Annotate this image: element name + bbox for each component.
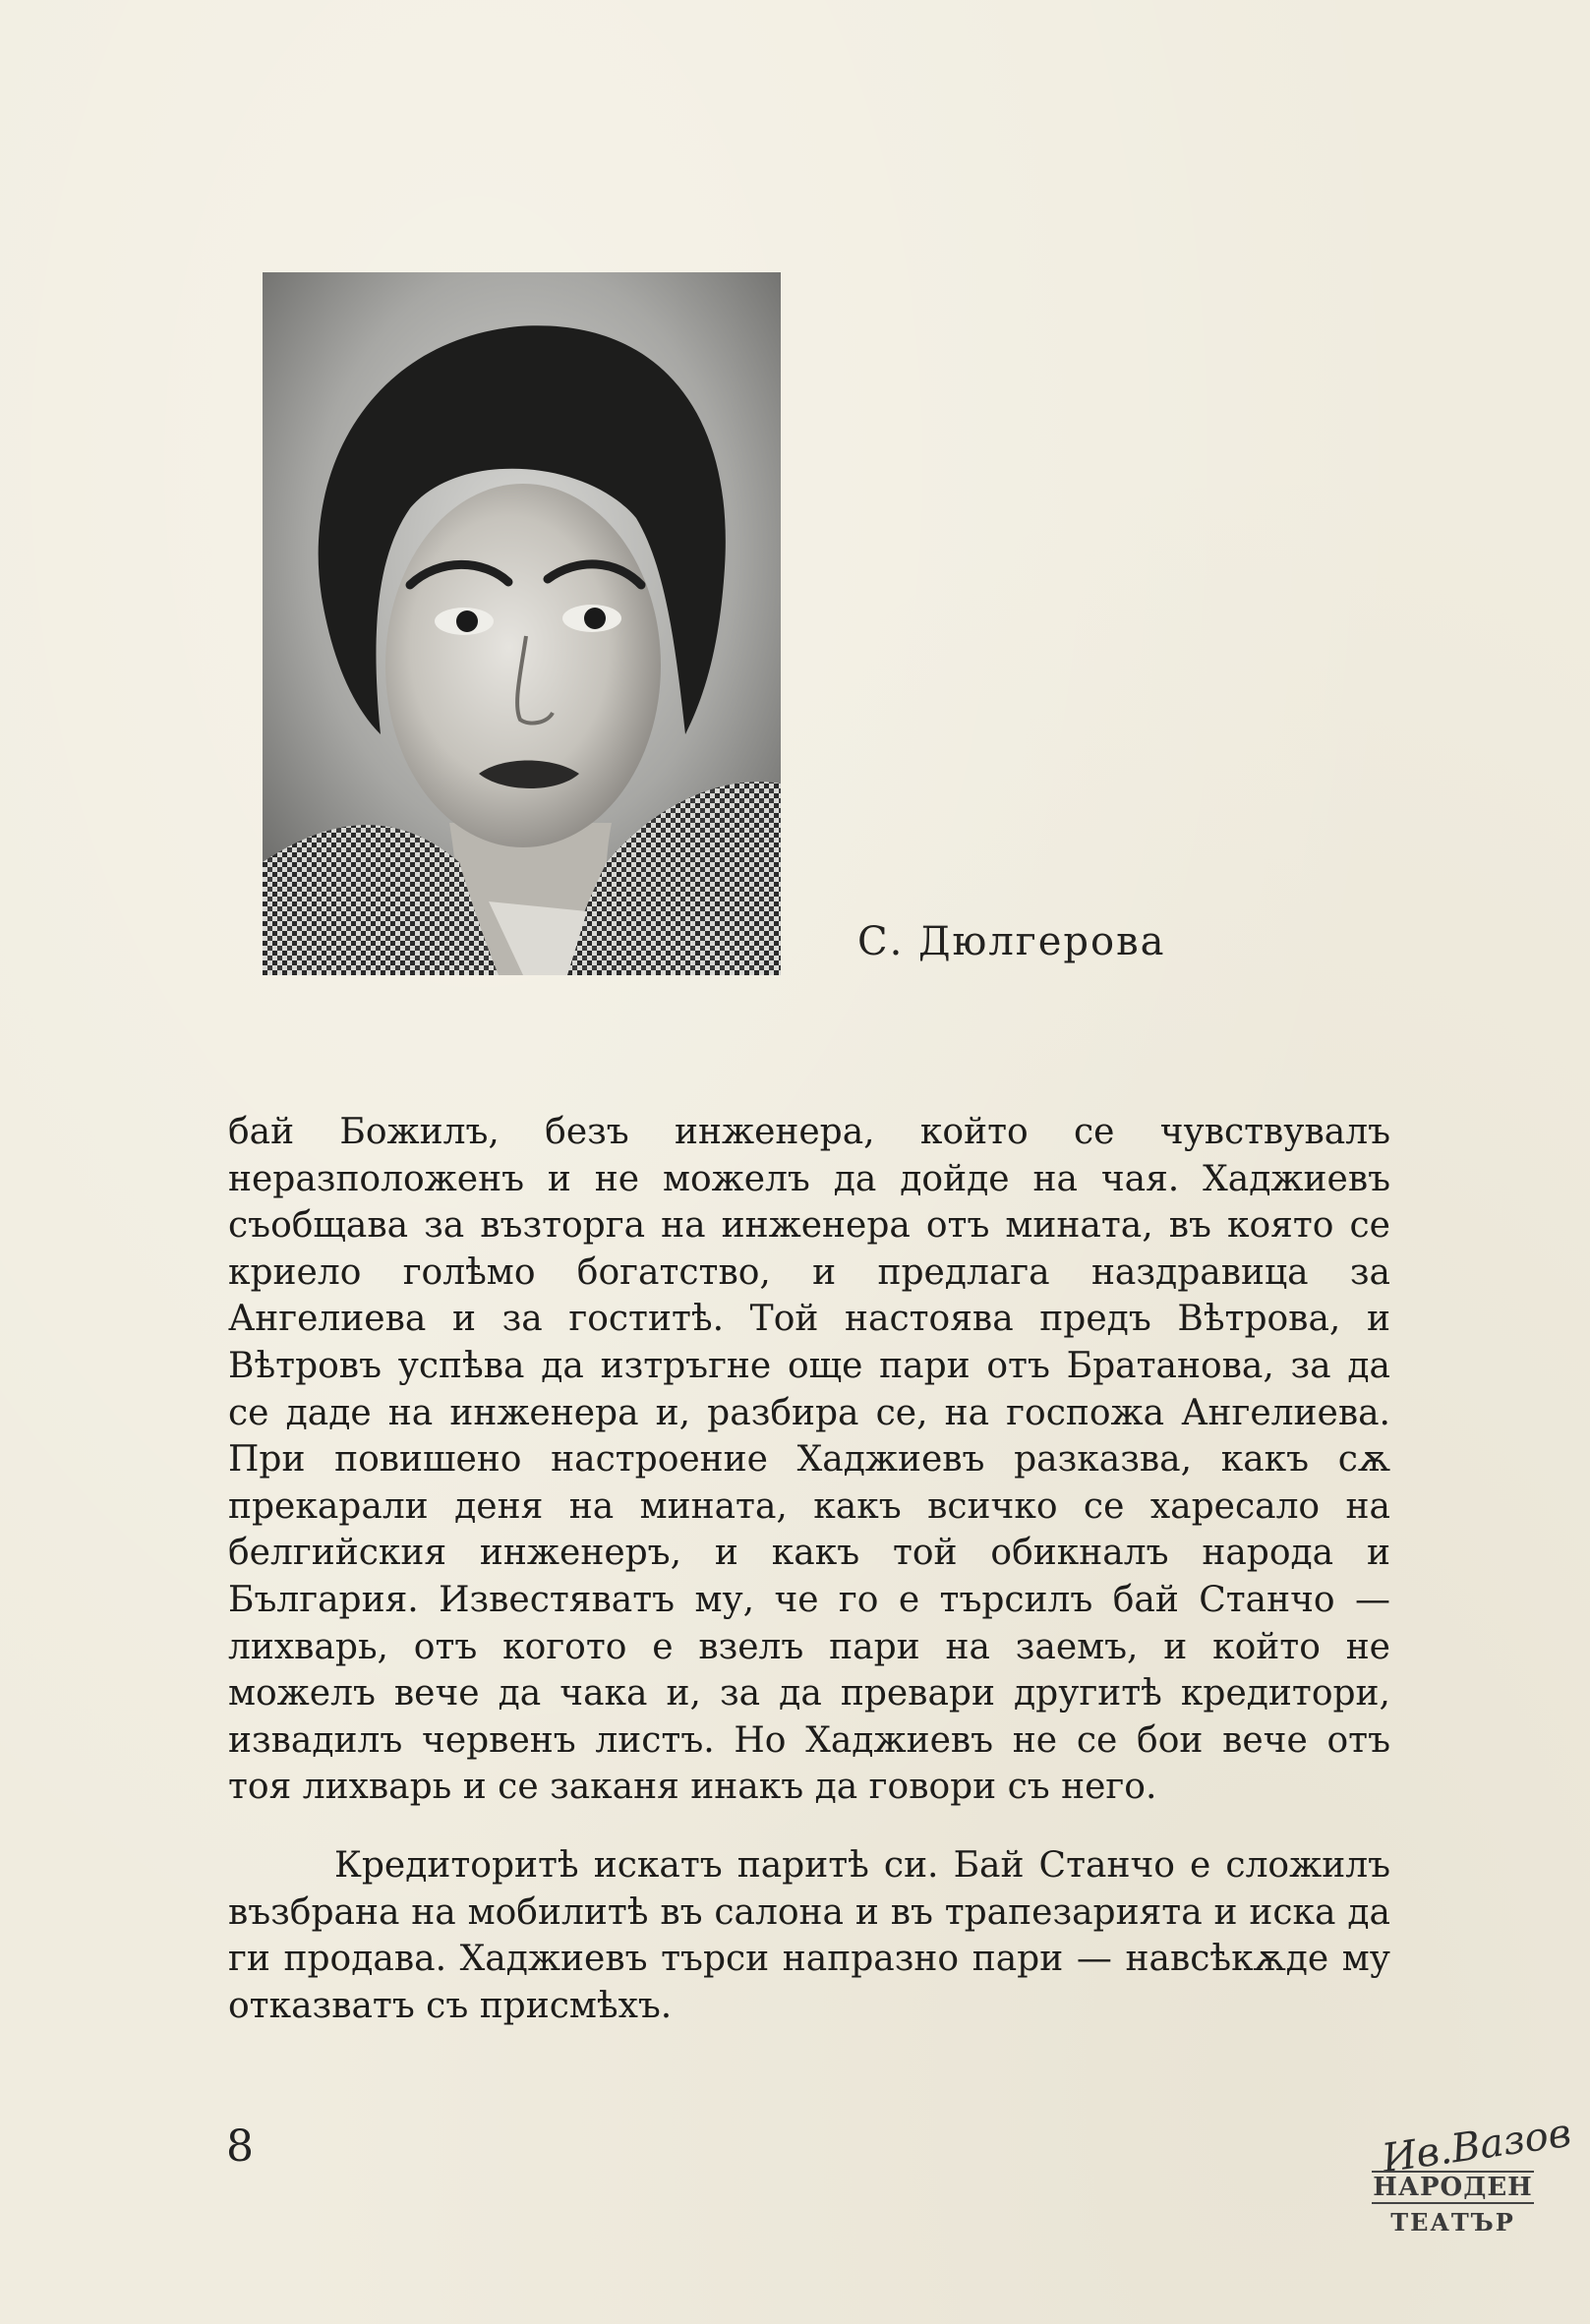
stamp-line-1: НАРОДЕН — [1373, 2173, 1533, 2202]
stamp-signature: Ив.Вазов — [1379, 2110, 1574, 2182]
page-number: 8 — [226, 2121, 254, 2172]
paragraph-2: Кредиторитѣ искатъ паритѣ си. Бай Станчо е сложилъ възбрана на мобилитѣ въ салона и въ трапезарията и иска да ги продава. Хаджиевъ търси напразно пари — навсѣкѫде му отказватъ съ присмѣхъ. — [228, 1844, 1390, 2026]
library-stamp — [1372, 2110, 1574, 2241]
paragraph-1: бай Божилъ, безъ инженера, който се чувствувалъ неразположенъ и не можелъ да дойде на чая. Хаджиевъ съобщава за възторга на инженера отъ мината, въ която се криело голѣмо богатство, и предлага наздравица за Ангелиева и за гоститѣ. Той настоява предъ Вѣтрова, и Вѣтровъ успѣва да изтръгне още пари отъ Братанова, за да се даде на инженера и, разбира се, на госпожа Ангелиева. При повишено настроение Хаджиевъ разказва, какъ сѫ прекарали деня на мината, какъ всичко се харесало на белгийския инженеръ, и какъ той обикналъ народа и България. Известяватъ му, че го е търсилъ бай Станчо — лихварь, отъ когото е взелъ пари на заемъ, и който не можелъ вече да чака и, за да превари другитѣ кредитори, извадилъ червенъ листъ. Но Хаджиевъ не се бои вече отъ тоя лихварь и се заканя инакъ да говори съ него. — [228, 1112, 1390, 1808]
body-text — [228, 1109, 1390, 2029]
portrait-photo — [263, 272, 781, 975]
portrait-image — [263, 272, 781, 975]
photo-caption: С. Дюлгерова — [857, 919, 1166, 964]
stamp-line-2: ТЕАТЪР — [1390, 2208, 1515, 2237]
